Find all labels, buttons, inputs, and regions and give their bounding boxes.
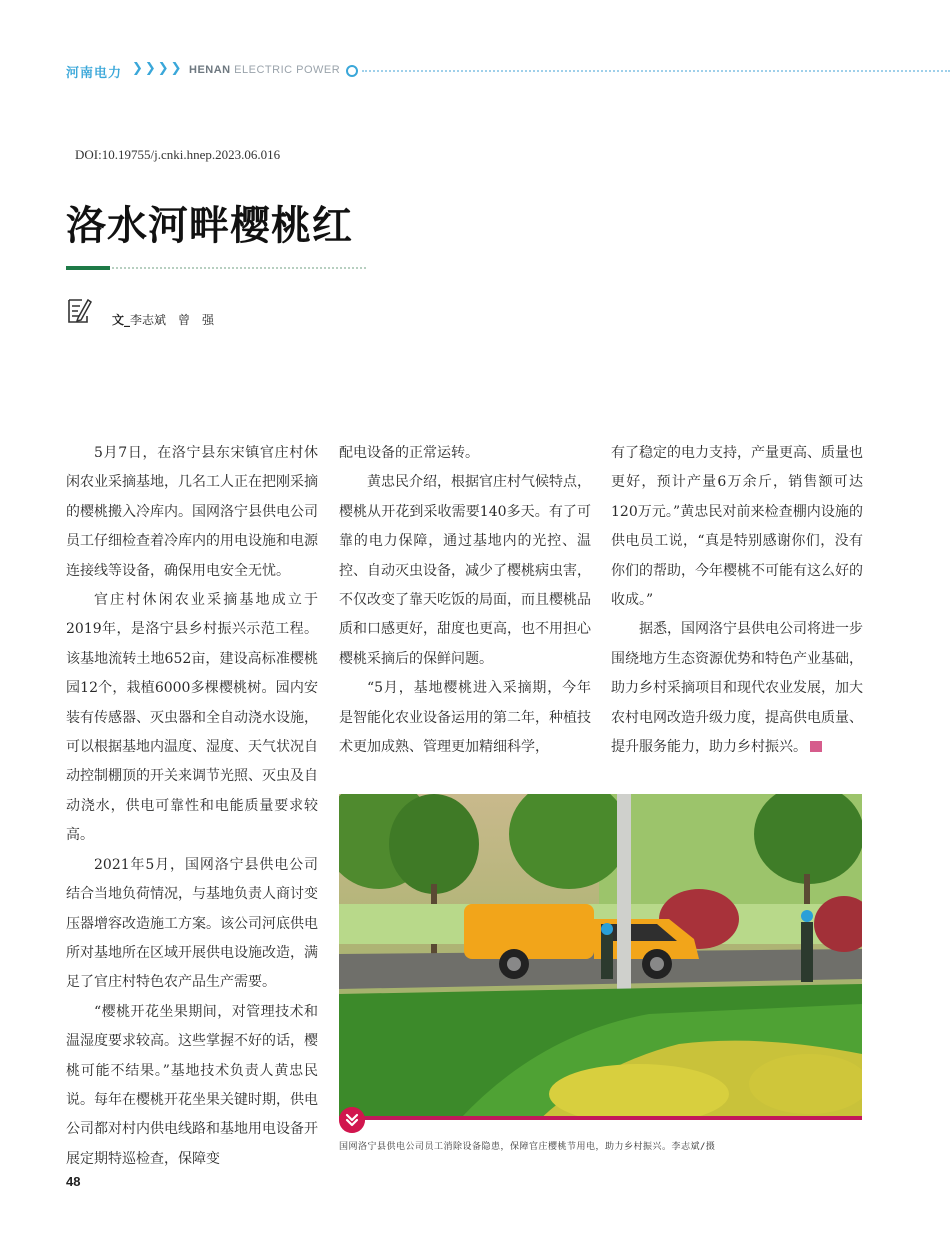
byline-authors: 李志斌 曾 强 [130, 313, 215, 327]
paragraph-continued: 有了稳定的电力支持，产量更高、质量也更好，预计产量6万余斤，销售额可达120万元。”黄忠民对前来检查棚内设施的供电员工说，“真是特别感谢你们，没有你们的帮助，今年樱桃不可能有这么好的收成。” [611, 445, 863, 609]
paragraph-continued: 配电设备的正常运转。 [339, 445, 479, 461]
magazine-name-bold: HENAN [189, 64, 231, 76]
body-column-1 [66, 439, 318, 1174]
photo-stripe [339, 1116, 862, 1120]
header-arrows-icon: ❯❯❯❯ [132, 61, 184, 76]
byline [112, 311, 214, 328]
end-mark-icon [810, 741, 822, 752]
page-number: 48 [66, 1174, 81, 1189]
photo-illustration [339, 794, 862, 1120]
body-column-3 [611, 439, 863, 762]
section-title: 河南电力 [66, 65, 123, 80]
pen-writing-icon [66, 296, 92, 326]
paragraph: 2021年5月，国网洛宁县供电公司结合当地负荷情况，与基地负责人商讨变压器增容改造施工方案。该公司河底供电所对基地所在区域开展供电设施改造，满足了官庄村特色农产品生产需要。 [66, 856, 318, 991]
header-circle-icon [346, 65, 358, 77]
body-column-2 [339, 439, 591, 762]
article-title: 洛水河畔樱桃红 [66, 203, 353, 249]
paragraph: “5月，基地樱桃进入采摘期，今年是智能化农业设备运用的第二年，种植技术更加成熟、管理更加精细科学， [339, 680, 591, 756]
paragraph: 黄忠民介绍，根据官庄村气候特点，樱桃从开花到采收需要140多天。有了可靠的电力保障，通过基地内的光控、温控、自动灭虫设备，减少了樱桃病虫害，不仅改变了靠天吃饭的局面，而且樱桃品质和口感更好，甜度也更高，也不用担心樱桃采摘后的保鲜问题。 [339, 474, 591, 667]
paragraph: 5月7日，在洛宁县东宋镇官庄村休闲农业采摘基地，几名工人正在把刚采摘的樱桃搬入冷库内。国网洛宁县供电公司员工仔细检查着冷库内的用电设施和电源连接线等设备，确保用电安全无忧。 [66, 445, 318, 579]
paragraph-text: 据悉，国网洛宁县供电公司将进一步围绕地方生态资源优势和特色产业基础，助力乡村采摘项目和现代农业发展，加大农村电网改造升级力度，提高供电质量、提升服务能力，助力乡村振兴。 [611, 621, 863, 756]
title-rule [66, 266, 110, 270]
header-dotted-line [362, 70, 950, 72]
byline-label: 文_ [112, 313, 131, 327]
paragraph: 官庄村休闲农业采摘基地成立于2019年，是洛宁县乡村振兴示范工程。该基地流转土地652亩，建设高标准樱桃园12个，栽植6000多棵樱桃树。园内安装有传感器、灭虫器和全自动浇水设施，可以根据基地内温度、湿度、天气状况自动控制棚顶的开关来调节光照、灭虫及自动浇水，供电可靠性和电能质量要求较高。 [66, 592, 318, 844]
title-rule-dotted [112, 267, 366, 269]
magazine-name-rest: ELECTRIC POWER [230, 64, 341, 76]
double-chevron-down-icon [339, 1107, 365, 1133]
magazine-name [189, 64, 340, 76]
article-photo [339, 794, 862, 1120]
paragraph [611, 615, 863, 762]
doi: DOI:10.19755/j.cnki.hnep.2023.06.016 [75, 147, 281, 162]
paragraph: “樱桃开花坐果期间，对管理技术和温湿度要求较高。这些掌握不好的话，樱桃可能不结果。”基地技术负责人黄忠民说。每年在樱桃开花坐果关键时期，供电公司都对村内供电线路和基地用电设备开展定期特巡检查，保障变 [66, 1003, 318, 1167]
photo-caption: 国网洛宁县供电公司员工消除设备隐患，保障官庄樱桃节用电，助力乡村振兴。李志斌/摄 [339, 1142, 716, 1152]
